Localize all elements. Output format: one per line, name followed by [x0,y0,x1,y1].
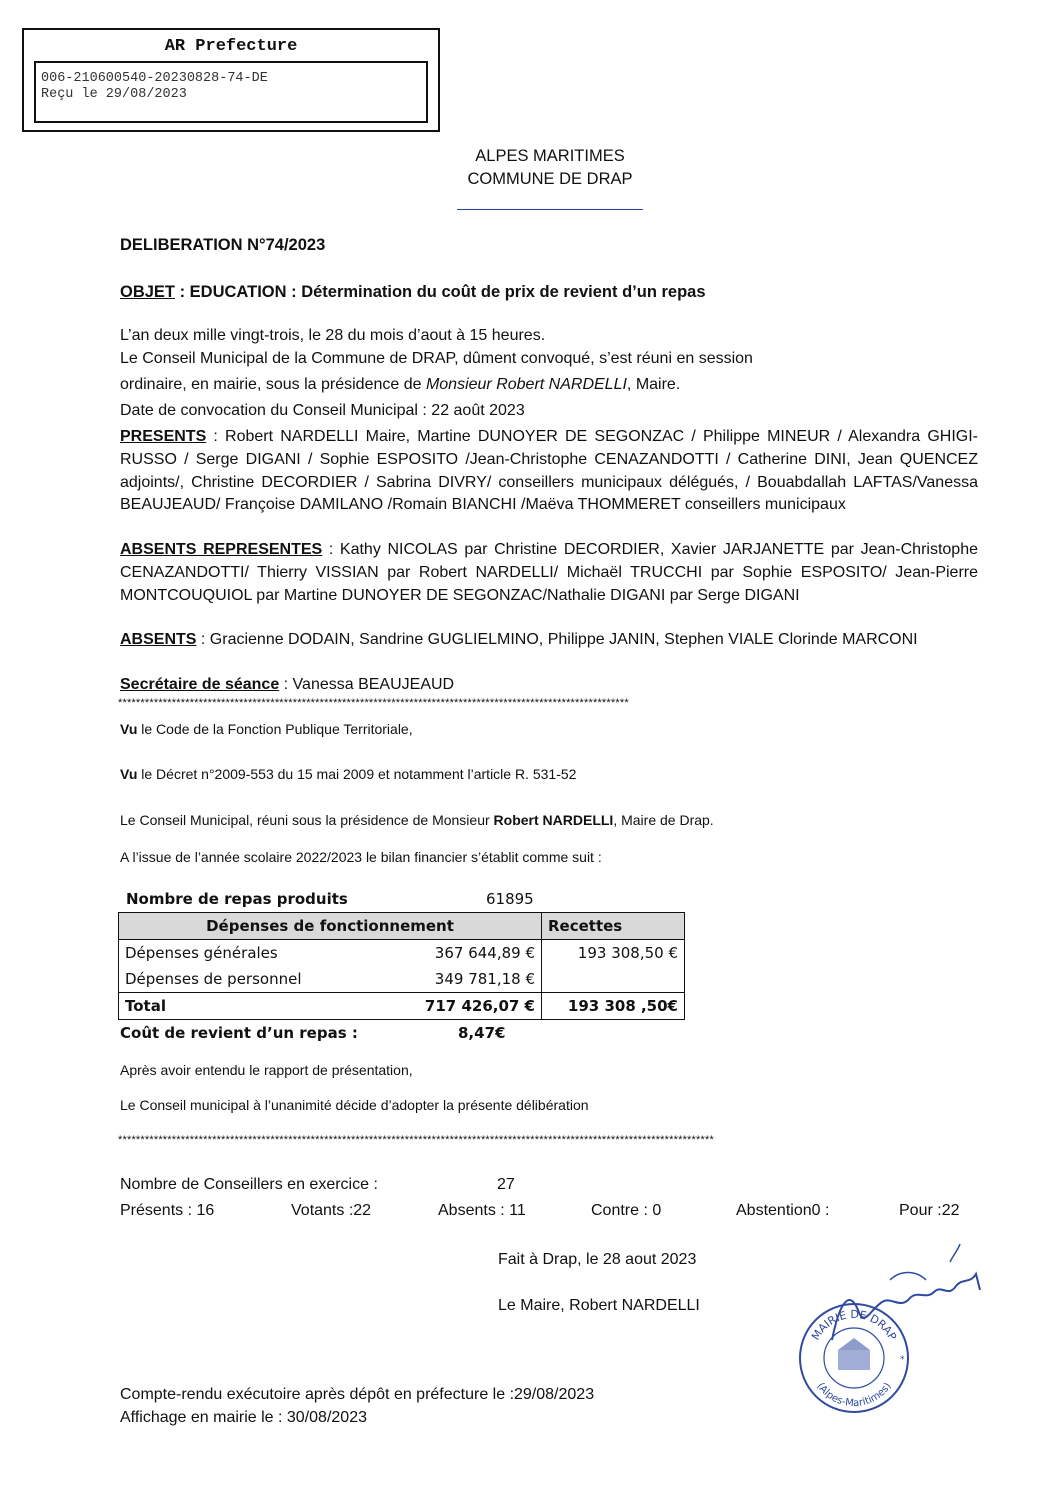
stamp-bottom-text: (Alpes-Maritimes) [814,1381,894,1410]
header-commune: COMMUNE DE DRAP [467,170,633,188]
ar-stamp-title: AR Prefecture [164,37,298,56]
intro-line-4: Date de convocation du Conseil Municipal : 22 août 2023 [120,402,525,419]
separator-stars-1: ****************************************************************************************************************** [118,697,629,709]
mayor-signature [830,1240,990,1360]
absents-paragraph [120,629,978,652]
recettes-header: Recettes [542,913,685,940]
total-label: Total [119,993,382,1020]
conseillers-label: Nombre de Conseillers en exercice : [120,1176,378,1193]
decision-line: Le Conseil municipal à l’unanimité décide d’adopter la présente délibération [120,1097,589,1113]
row-recettes: 193 308,50 € [542,940,685,967]
vu-decret-bold: Vu [120,766,138,782]
row-recettes [542,966,685,993]
total-value: 717 426,07 € [381,993,542,1020]
vu-decret-line [120,766,576,782]
votes-presents: Présents : 16 [120,1202,215,1219]
intro-line-3-text: ordinaire, en mairie, sous la présidence de [120,376,426,393]
presents-paragraph [120,426,978,517]
intro-line-3-end: , Maire. [626,376,681,393]
repas-value: 61895 [486,890,534,908]
header-department: ALPES MARITIMES [475,147,625,165]
row-value: 349 781,18 € [381,966,542,993]
ar-stamp-ref: 006-210600540-20230828-74-DE [41,71,268,86]
objet-text: : EDUCATION : Détermination du coût de prix de revient d’un repas [175,283,706,301]
stamp-top-text: MAIRIE DE DRAP [809,1307,900,1343]
secretaire-label: Secrétaire de séance [120,676,280,693]
row-label: Dépenses générales [119,940,382,967]
footer-affichage: Affichage en mairie le : 30/08/2023 [120,1409,367,1426]
row-label: Dépenses de personnel [119,966,382,993]
secretaire-line [120,674,454,697]
maire-signature-line: Le Maire, Robert NARDELLI [498,1297,700,1314]
table-row [119,966,685,993]
bilan-intro: A l’issue de l’année scolaire 2022/2023 le bilan financier s’établit comme suit : [120,849,602,865]
votes-contre: Contre : 0 [591,1202,662,1219]
fait-a-drap: Fait à Drap, le 28 aout 2023 [498,1251,697,1268]
footer-compte-rendu: Compte-rendu exécutoire après dépôt en préfecture le :29/08/2023 [120,1386,595,1403]
vu-code-line [120,721,413,737]
vu-code-bold: Vu [120,721,138,737]
ar-stamp-received: Reçu le 29/08/2023 [41,87,187,102]
vu-decret-text: le Décret n°2009-553 du 15 mai 2009 et notamment l’article R. 531-52 [137,766,577,782]
cout-label: Coût de revient d’un repas : [120,1024,358,1042]
absents-text: : Gracienne DODAIN, Sandrine GUGLIELMINO, Philippe JANIN, Stephen VIALE Clorinde MARCONI [196,631,918,648]
intro-line-2: Le Conseil Municipal de la Commune de DRAP, dûment convoqué, s’est réuni en session [120,350,753,367]
objet-line [120,283,706,302]
objet-label: OBJET [120,283,176,301]
separator-stars-2: ************************************************************************************************************************************* [118,1134,714,1146]
conseil-mayor: Robert NARDELLI [493,812,614,828]
cout-value: 8,47€ [458,1024,506,1042]
intro-line-1: L’an deux mille vingt-trois, le 28 du mois d’aout à 15 heures. [120,327,546,344]
ar-stamp-details [34,61,428,123]
absents-representes-text: : Kathy NICOLAS par Christine DECORDIER, Xavier JARJANETTE par Jean-Christophe CENAZANDOTTI/ Thierry VISSIAN par Robert NARDELLI/ Michaël TRUCCHI par Sophie ESPOSITO/ Jean-Pierre MONTCOUQUIOL par Martine DUNOYER DE SEGONZAC/Nathalie DIGANI par Serge DIGANI [120,541,978,604]
intro-mayor-name: Monsieur Robert NARDELLI [425,376,627,393]
repas-label: Nombre de repas produits [126,890,348,908]
conseillers-value: 27 [497,1176,515,1193]
depenses-header: Dépenses de fonctionnement [119,913,542,940]
total-recettes: 193 308 ,50€ [542,993,685,1020]
apres-line: Après avoir entendu le rapport de présentation, [120,1062,413,1078]
votes-absents: Absents : 11 [438,1202,526,1219]
table-header-row [119,913,685,940]
row-value: 367 644,89 € [381,940,542,967]
conseil-text-end: , Maire de Drap. [613,812,714,828]
absents-representes-label: ABSENTS REPRESENTES [120,541,323,558]
absents-representes-paragraph [120,539,978,607]
presents-label: PRESENTS [120,428,207,445]
intro-line-3 [120,374,680,397]
header-rule [457,209,643,210]
secretaire-text: : Vanessa BEAUJEAUD [279,676,455,693]
votes-abstention: Abstention0 : [736,1202,830,1219]
table-total-row [119,993,685,1020]
cost-table [118,912,685,1020]
svg-text:*: * [900,1355,905,1365]
votes-votants: Votants :22 [291,1202,372,1219]
votes-pour: Pour :22 [899,1202,960,1219]
presents-text: : Robert NARDELLI Maire, Martine DUNOYER DE SEGONZAC / Philippe MINEUR / Alexandra GHIGI-RUSSO / Serge DIGANI / Sophie ESPOSITO /Jean-Christophe CENAZANDOTTI / Catherine DINI, Jean QUENCEZ adjoints/, Christine DECORDIER / Sabrina DIVRY/ conseillers municipaux délégués, / Bouabdallah LAFTAS/Vanessa BEAUJEAUD/ Françoise DAMILANO /Romain BIANCHI /Maëva THOMMERET conseillers municipaux [120,428,978,514]
ar-prefecture-stamp [22,28,440,132]
table-row [119,940,685,967]
deliberation-number: DELIBERATION N°74/2023 [120,236,326,254]
vu-code-text: le Code de la Fonction Publique Territoriale, [137,721,413,737]
conseil-line [120,812,714,828]
conseil-text: Le Conseil Municipal, réuni sous la présidence de Monsieur [120,812,494,828]
absents-label: ABSENTS [120,631,197,648]
